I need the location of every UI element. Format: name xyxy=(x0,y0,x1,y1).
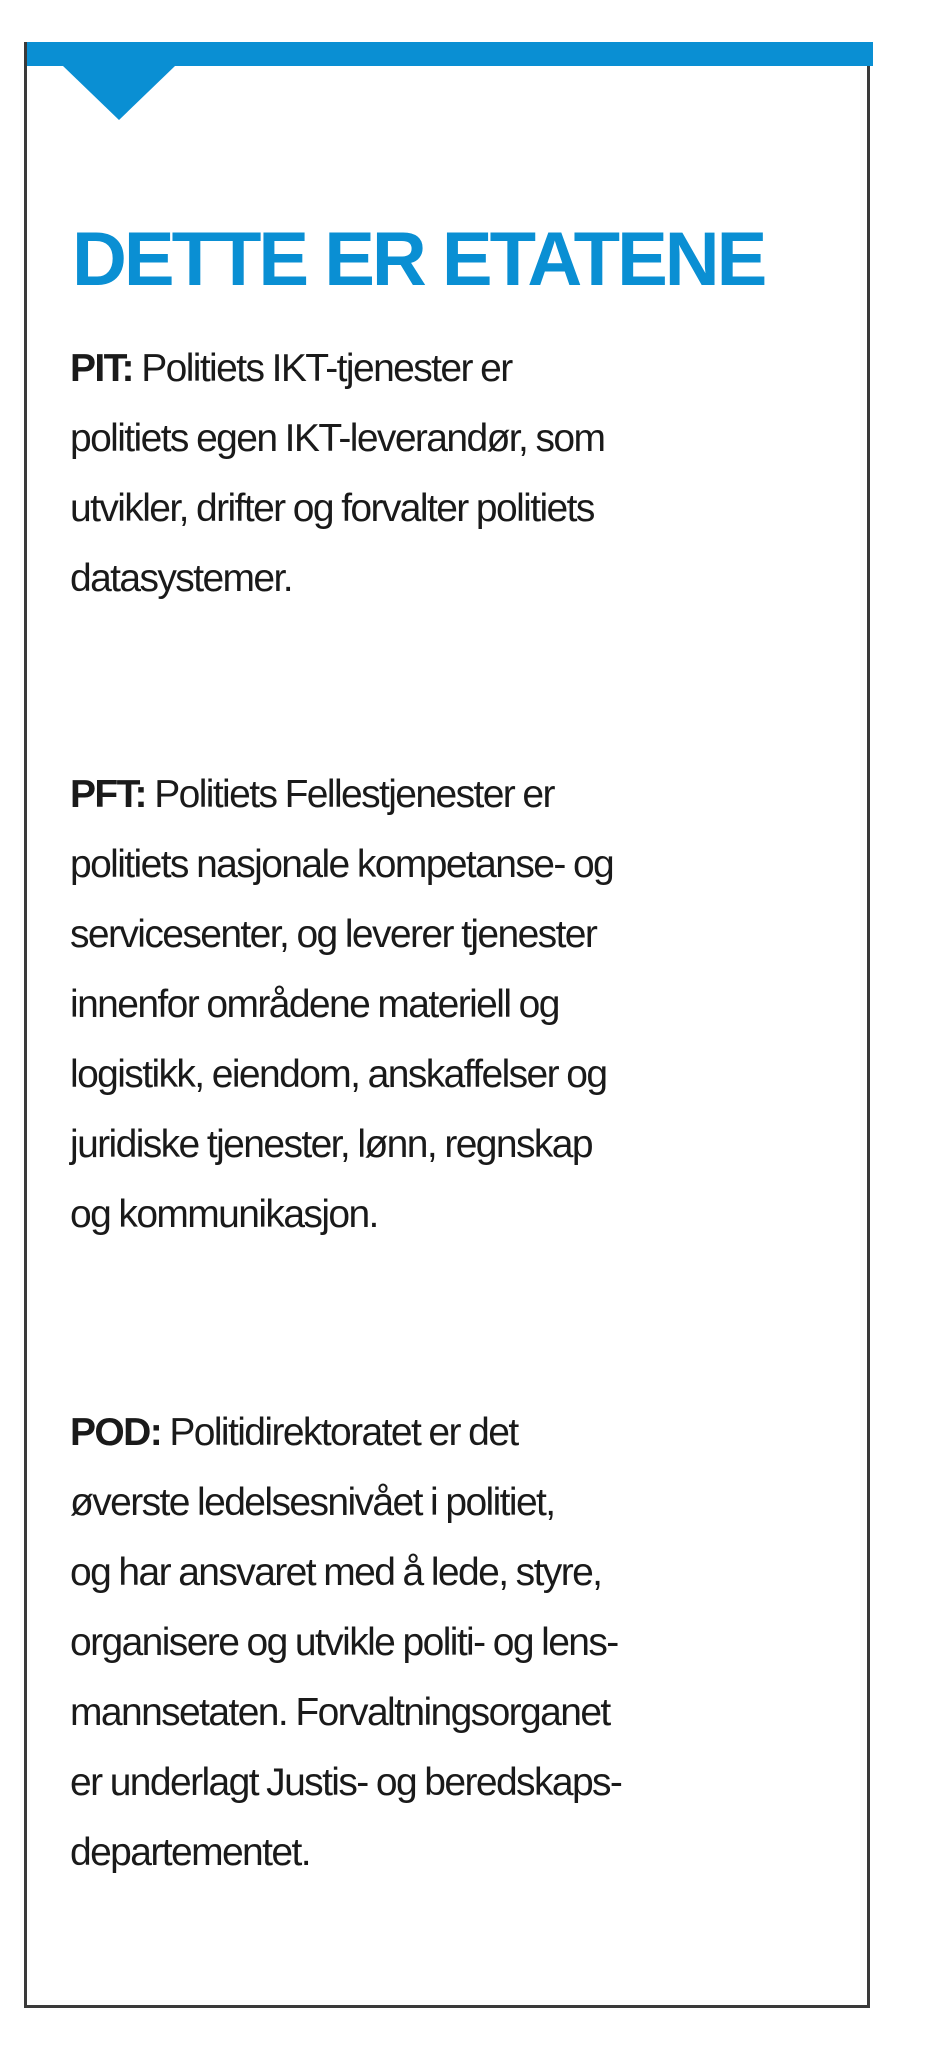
entry-line: og kommunikasjon. xyxy=(70,1193,378,1236)
entry-line xyxy=(70,1398,800,1468)
entry-text: Politiets Fellestjenester er xyxy=(154,773,554,816)
entry-line: organisere og utvikle politi- og lens- xyxy=(70,1621,618,1664)
entry-line: juridiske tjenester, lønn, regnskap xyxy=(70,1123,592,1166)
entry-abbreviation: PFT: xyxy=(70,773,146,816)
entry-line: og har ansvaret med å lede, styre, xyxy=(70,1551,602,1594)
entry-line xyxy=(70,760,800,830)
box-title: DETTE ER ETATENE xyxy=(72,217,765,302)
entry-abbreviation: POD: xyxy=(70,1411,162,1454)
entry-line: servicesenter, og leverer tjenester xyxy=(70,913,597,956)
entry-line: logistikk, eiendom, anskaffelser og xyxy=(70,1053,607,1096)
entry-text: Politiets IKT-tjenester er xyxy=(141,347,512,390)
entry-line: departementet. xyxy=(70,1831,310,1874)
entry-line: er underlagt Justis- og beredskaps- xyxy=(70,1761,622,1804)
entry-line: øverste ledelsesnivået i politiet, xyxy=(70,1481,555,1524)
entry-line xyxy=(70,334,800,404)
top-accent-bar xyxy=(27,42,867,66)
entry-line: mannsetaten. Forvaltningsorganet xyxy=(70,1691,610,1734)
entry-abbreviation: PIT: xyxy=(70,347,133,390)
entry-line: politiets nasjonale kompetanse- og xyxy=(70,843,614,886)
entry-line: datasystemer. xyxy=(70,557,292,600)
entry-line: innenfor områdene materiell og xyxy=(70,983,559,1026)
entry-line: politiets egen IKT-leverandør, som xyxy=(70,417,605,460)
entry-pod xyxy=(70,1398,800,1888)
chevron-down-icon xyxy=(27,42,873,132)
entry-pft xyxy=(70,760,800,1250)
entry-line: utvikler, drifter og forvalter politiets xyxy=(70,487,594,530)
entry-text: Politidirektoratet er det xyxy=(169,1411,518,1454)
entry-pit xyxy=(70,334,800,614)
